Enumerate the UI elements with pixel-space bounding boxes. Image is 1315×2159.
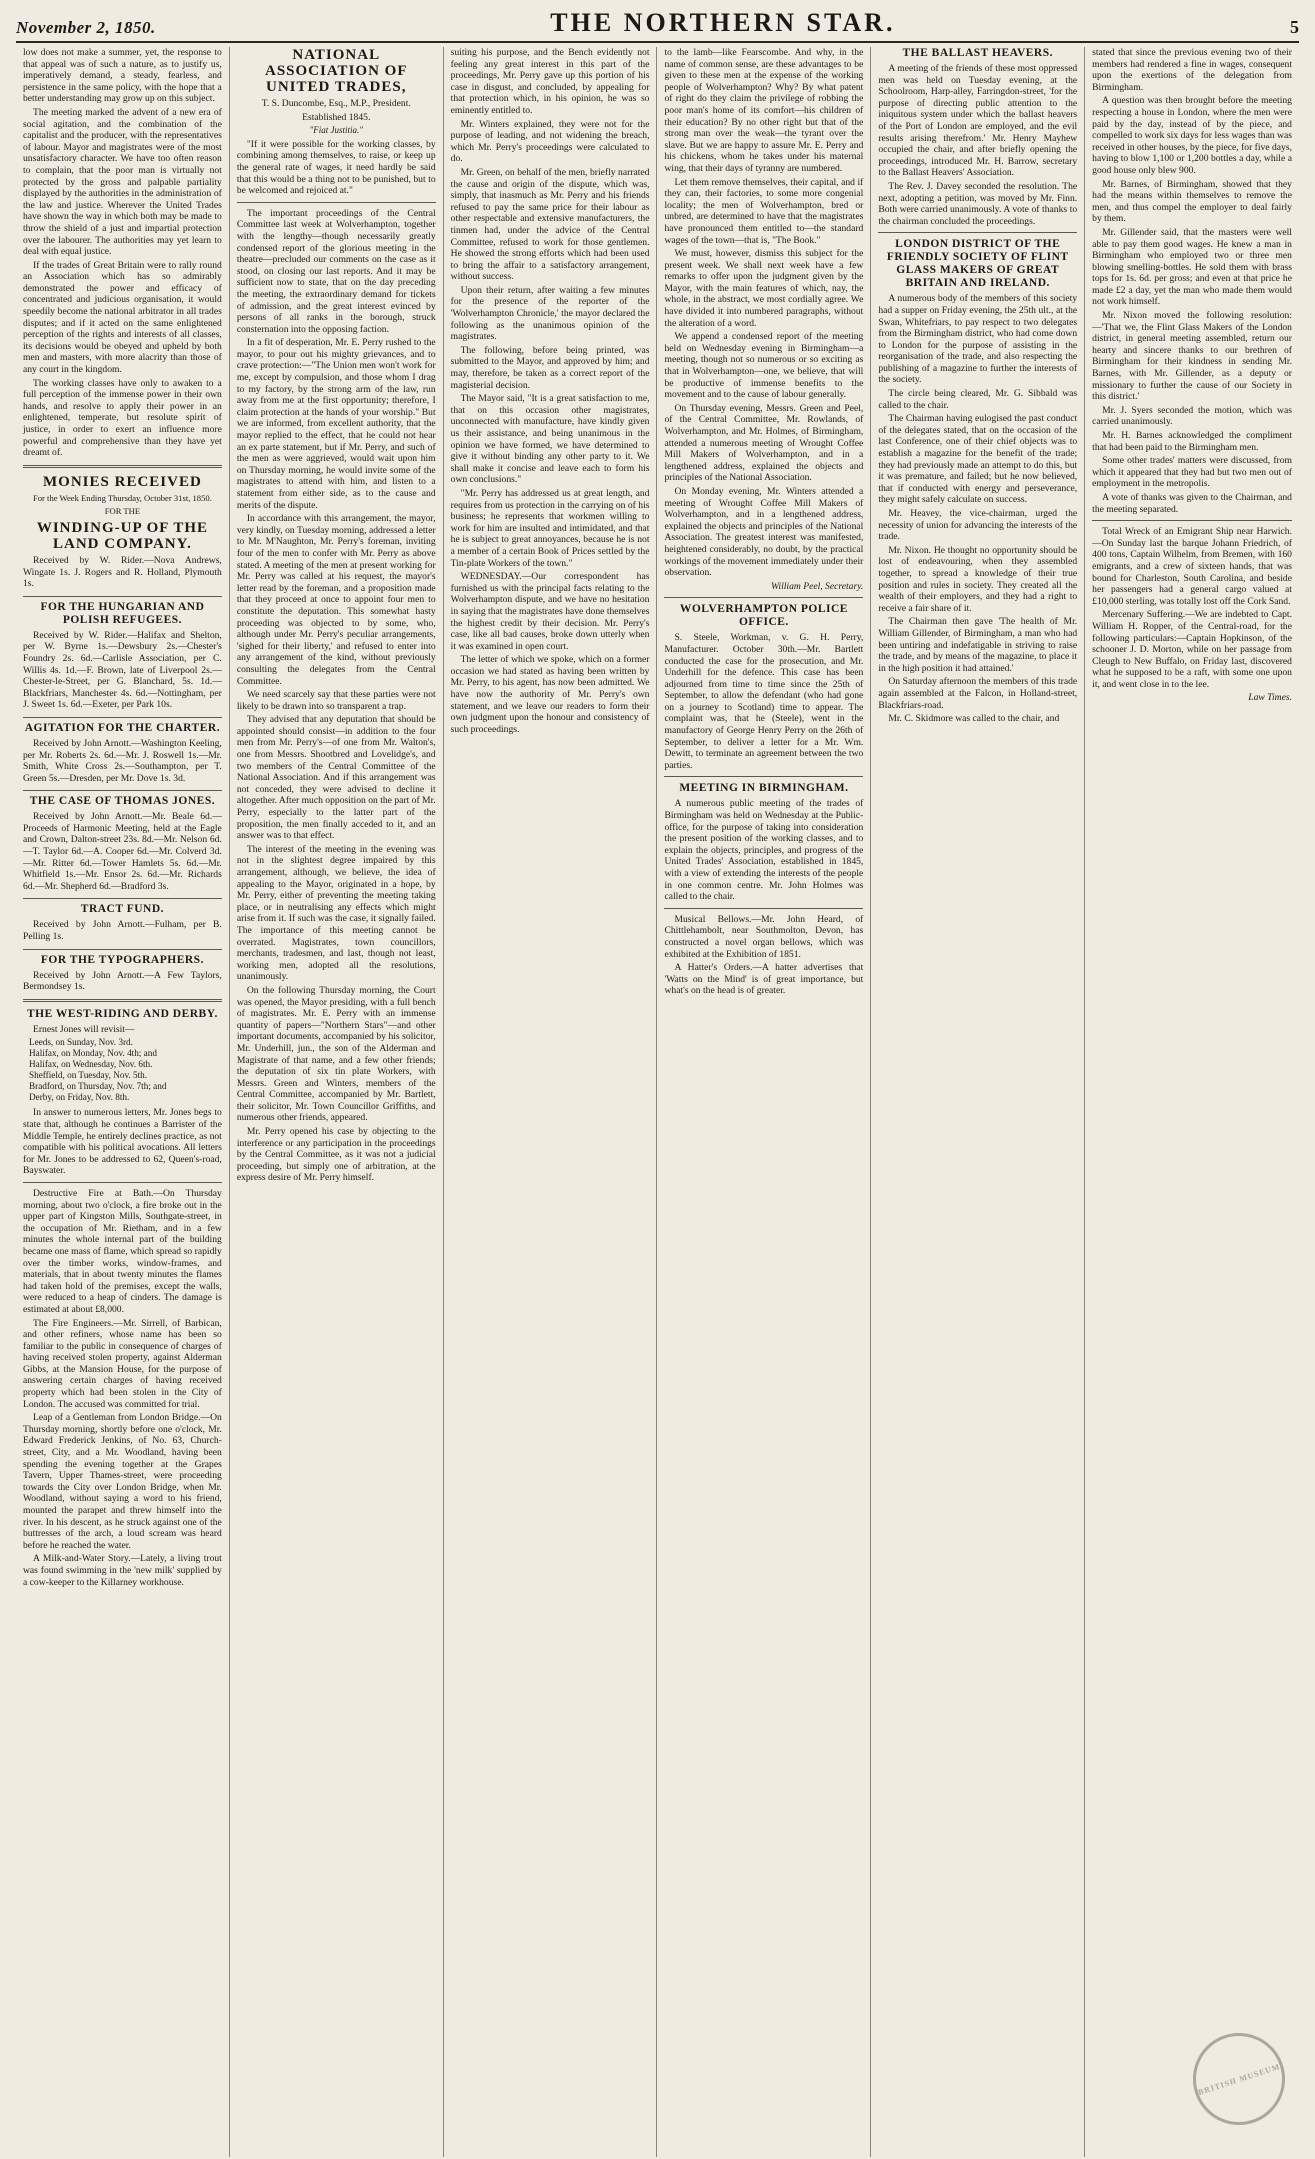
article-paragraph: In a fit of desperation, Mr. E. Perry rushed to the mayor, to pour out his mighty grievances, and to crave protection:—"The Union men won't work for me, except by compulsion, and those whom I drag to my factory, by the strong arm of the law, run away from me at the first opportunity; therefore, I claim protection at the hands of your worship." But we are informed, from excellent authority, that the mayor replied to the effect, that he could not hear an ex parte statement, but if Mr. Perry, and such of the men as were aggrieved, would wait upon him on Thursday morning, he would invite some of the magistrates to attend with him, and listen to a statement from either side, as to the cause and merits of the dispute. [236, 337, 436, 511]
flint-glass-heading: LONDON DISTRICT OF THE FRIENDLY SOCIETY OF FLINT GLASS MAKERS OF GREAT BRITAIN AND IRELAND. [886, 238, 1069, 290]
article-paragraph: On Monday evening, Mr. Winters attended a meeting of Wrought Coffee Mill Makers of Wolverhampton, and in a lengthened address, explained the objects and principles of the National Association. The greatest interest was manifested, heightened considerably, no doubt, by the practical workings of the movement immediately under their observation. [664, 485, 864, 579]
divider [878, 232, 1077, 233]
divider [23, 999, 222, 1002]
article-paragraph: A question was then brought before the meeting respecting a house in London, where the men were paid by the day, instead of by the piece, and compelled to work six days for less wages than was received in other houses, by the piece, for five days, having to blow 1,100 or 1,200 bottles a day, while a good house only blew 900. [1092, 95, 1292, 176]
article-paragraph: The interest of the meeting in the evening was not in the slightest degree impaired by this arrangement, although, we believe, the idea of appealing to the Mayor, originated in a hope, by Mr. Perry, either of preventing the meeting taking place, or in neutralising any effects which might arise from it. If such was the case, it signally failed. The importance of this meeting cannot be overrated. Magistrates, town councillors, merchants, tradesmen, and last, though not least, working men, adopted all the resolutions, unanimously. [236, 843, 436, 983]
west-riding-note: In answer to numerous letters, Mr. Jones begs to state that, although he continues a Barrister of the Middle Temple, he entirely declines practice, as not compatible with his political avocations. All letters for Mr. Jones to be addressed to 62, Queen's-road, Bayswater. [23, 1107, 222, 1177]
news-item: A Milk-and-Water Story.—Lately, a living trout was found swimming in the 'new milk' supplied by a cow-keeper to the Killarney workhouse. [23, 1553, 222, 1588]
article-paragraph: They advised that any deputation that should be appointed should consist—in addition to the four men from Mr. Perry's—of one from Mr. Walton's, one from Messrs. Shootbred and Lovelidge's, and two members of the Central Committee of the National Association. And if this arrangement was not conceded, they were advised to decline it altogether. After much opposition on the part of Mr. Perry, especially to the latter part of the proposition, the men finally acceded to it, and an answer was to that effect. [236, 714, 436, 842]
police-office-heading: WOLVERHAMPTON POLICE OFFICE. [679, 603, 848, 629]
birmingham-meeting-heading: MEETING IN BIRMINGHAM. [679, 782, 849, 795]
column-4 [657, 47, 871, 2157]
masthead [16, 8, 1299, 43]
typographers-heading: FOR THE TYPOGRAPHERS. [23, 949, 222, 967]
news-item: Destructive Fire at Bath.—On Thursday morning, about two o'clock, a fire broke out in the upper part of Kingston Mills, Southgate-street, in the occupation of Mr. Rietham, and in a few minutes the whole internal part of the building became one mass of flame, which spread so rapidly over the timber works, window-frames, and materials, that in about twenty minutes the flames had taken hold of the premises, except the walls, were reduced to a heap of cinders. The damage is estimated at about £8,000. [23, 1187, 222, 1315]
divider [237, 202, 436, 203]
association-president: T. S. Duncombe, Esq., M.P., President. [261, 98, 411, 109]
divider [23, 1182, 222, 1183]
article-paragraph: We append a condensed report of the meeting held on Wednesday evening in Birmingham—a meeting, though not so numerous or so exciting as that in Wolverhampton—one, we believe, that will be productive of immense benefits to the movement and to the cause of labour generally. [664, 331, 864, 401]
article-paragraph: A vote of thanks was given to the Chairman, and the meeting separated. [1092, 491, 1292, 515]
stamp-text: BRITISH MUSEUM [1196, 2061, 1282, 2097]
land-company-body: Received by W. Rider.—Nova Andrews, Wingate 1s. J. Rogers and R. Holland, Plymouth 1s. [23, 554, 222, 590]
article-paragraph: The working classes have only to awaken to a full perception of the immense power in their own hands, and resolve to apply their power in an enlightened, temperate, but resolute spirit of justice, in order to exert an influence more powerful and comprehensive than they have yet dreamt of. [23, 377, 222, 459]
ballast-heavers-heading: THE BALLAST HEAVERS. [902, 47, 1053, 59]
article-paragraph: Mr. Barnes, of Birmingham, showed that they had the means within themselves to remove the men, and thus compel the employer to deal fairly by them. [1092, 178, 1292, 225]
west-riding-body: Ernest Jones will revisit— [33, 1023, 135, 1035]
list-item: Leeds, on Sunday, Nov. 3rd. [29, 1037, 133, 1048]
flint-glass-body: Mr. Heavey, the vice-chairman, urged the necessity of union for advancing the interests of the trade. [878, 508, 1078, 543]
article-paragraph: Mr. Winters explained, they were not for the purpose of leading, and not widening the breach, which Mr. Perry's proceedings were calculated to do. [450, 118, 650, 165]
source-credit: Law Times. [1248, 692, 1292, 704]
charter-agitation-heading: AGITATION FOR THE CHARTER. [23, 717, 222, 735]
list-item: Sheffield, on Tuesday, Nov. 5th. [29, 1070, 148, 1081]
news-item: The Fire Engineers.—Mr. Sirrell, of Barbican, and other refiners, whose name has been so familiar to the public in consequence of charges of having received stolen property, against Alderman Gibbs, at the Mansion House, for the purpose of answering certain charges of having received property which had been stolen in the City of London. The accused was committed for trial. [23, 1317, 222, 1410]
article-paragraph: Mr. Gillender said, that the masters were well able to pay them good wages. He knew a man in Birmingham who employed two or three men blowing smelling-bottles. He sold them with brass tops for 1s. 6d. per gross; and even at that price he made £2 a day, yet the man who made them would not work himself. [1092, 226, 1292, 308]
article-paragraph: On the following Thursday morning, the Court was opened, the Mayor presiding, with a full bench of magistrates. Mr. E. Perry with an immense quantity of papers—"Northern Stars"—and other important documents, accompanied by his solicitor, Mr. Underhill, jun., the son of the Alderman and Magistrate of that name, and a few other friends; the deputation of six tin plate Workers, with Messrs. Green and Winters, members of the Central Committee, accompanied by Mr. Bartlett, their solicitor, Mr. Town Councillor Griffiths, and numerous other friends, appeared. [236, 984, 436, 1124]
article-paragraph: The following, before being printed, was submitted to the Mayor, and approved by him; and may, therefore, be taken as a correct report of the magisterial decision. [450, 344, 650, 391]
column-grid [16, 47, 1299, 2157]
article-paragraph: The Mayor said, "It is a great satisfaction to me, that on this occasion other magistrates, unconnected with manufacture, have kindly given us their assistance, and being unanimous in the opinion we have formed, we have determined to give it without binding any other party to it. We shall make it concise and leave each to form his own conclusions." [450, 393, 650, 486]
west-riding-heading: THE WEST-RIDING AND DERBY. [26, 1007, 218, 1020]
article-paragraph: The important proceedings of the Central Committee last week at Wolverhampton, together with the lengthy—though necessarily greatly condensed report of the glorious meeting in the theatre—precluded our comments on the case as it stood, on closing our last reports. And it may be sufficient now to state, that on the day preceding the meeting, the extraordinary demand for tickets of admission, and the great interest evinced by persons of all ranks in the borough, struck consternation into the opposing faction. [236, 207, 436, 335]
flint-glass-body: Mr. Nixon. He thought no opportunity should be lost of endeavouring, when they assembled together, to spread a knowledge of their true position and rules in society. They created all the wealth of their employers, and they had a right to receive a fair share of it. [878, 544, 1078, 614]
association-quote: "If it were possible for the working classes, by combining among themselves, to raise, or keep up the general rate of wages, it need hardly be said that this would be a thing not to be punished, but to be welcomed and rejoiced at." [236, 138, 436, 197]
column-1 [16, 47, 230, 2157]
article-paragraph: Upon their return, after waiting a few minutes for the presence of the reporter of the 'Wolverhampton Chronicle,' the mayor declared the following as the unanimous opinion of the magistrates. [450, 284, 650, 343]
article-paragraph: On Thursday evening, Messrs. Green and Peel, of the Central Committee, Mr. Rowlands, of Wolverhampton, and Mr. Holmes, of Birmingham, attended a numerous meeting of Wrought Coffee Mill Makers of Wolverhampton, and in a lengthened address, explained the objects and principles of the National Association. [664, 402, 864, 484]
birmingham-meeting-body: A numerous public meeting of the trades of Birmingham was held on Wednesday at the Public-office, for the purpose of taking into consideration the present position of the working classes, and to explain the objects, principles, and progress of the United Trades' Association, established in 1845, with a view of extending the interests of the people in one common centre. Mr. John Holmes was called to the chair. [664, 798, 864, 903]
article-paragraph: "Mr. Perry has addressed us at great length, and requires from us protection in the carrying on of his business; he represents that workmen willing to work for him are insulted and intimidated, and that he is subject to great annoyances, because he is not a member of a certain Book of Prices settled by the Tin-plate Workers of the town." [450, 487, 650, 569]
flint-glass-body: The Chairman having eulogised the past conduct of the delegates stated, that on the occasion of the last Conference, one of their chief objects was to establish a magazine for the benefit of the trade; they had previously made an attempt to do this, but it was premature, and failed; but he now believed, that if conducted with energy and perseverance, they might safely calculate on success. [878, 413, 1078, 506]
ballast-heavers-body: The Rev. J. Davey seconded the resolution. The next, adopting a petition, was moved by Mr. Finn. Both were carried unanimously. A vote of thanks to the chairman concluded the proceedings. [878, 180, 1078, 227]
list-item: Halifax, on Monday, Nov. 4th; and [29, 1048, 157, 1059]
flint-glass-body: On Saturday afternoon the members of this trade again assembled at the Falcon, in Holland-street, Blackfriars-road. [878, 676, 1078, 711]
divider [664, 776, 863, 777]
lecture-list [29, 1037, 222, 1103]
article-paragraph: We need scarcely say that these parties were not likely to be drawn into so transparent a trap. [236, 689, 436, 712]
typographers-body: Received by John Arnott.—A Few Taylors, Bermondsey 1s. [23, 969, 222, 993]
article-paragraph: Some other trades' matters were discussed, from which it appeared that they had but two men out of employment in the metropolis. [1092, 455, 1292, 490]
charter-agitation-body: Received by John Arnott.—Washington Keeling, per Mr. Roberts 2s. 6d.—Mr. J. Roswell 1s.—Mr. Smith, White Cross 2s.—Southampton, per T. Green 5s.—Dresden, per Mr. Dove 1s. 3d. [23, 737, 222, 784]
secretary-signature: William Peel, Secretary. [770, 580, 864, 592]
article-paragraph: We must, however, dismiss this subject for the present week. We shall next week have a few remarks to offer upon the judgment given by the Mayor, with the main features of which, nay, the whole, in the abstract, we most cordially agree. We have divided it into numbered paragraphs, without the alteration of a word. [664, 248, 864, 329]
monies-subheading: For the Week Ending Thursday, October 31st, 1850. [32, 492, 212, 503]
flint-glass-body: A numerous body of the members of this society had a supper on Friday evening, the 25th ult., at the Swan, Whitefriars, to pay respect to two delegates from the Birmingham district, who had come down to London for the purpose of assisting in the reorganisation of the trade, and also respecting the publishing of a magazine to further the interests of the society. [878, 293, 1078, 386]
page-number: 5 [1289, 17, 1299, 37]
association-heading: NATIONAL ASSOCIATION OF UNITED TRADES, [264, 47, 408, 95]
refugees-heading: FOR THE HUNGARIAN AND POLISH REFUGEES. [23, 596, 222, 627]
column-3 [444, 47, 658, 2157]
article-paragraph: Mr. H. Barnes acknowledged the compliment that had been paid to the Birmingham men. [1092, 430, 1292, 453]
article-paragraph: In accordance with this arrangement, the mayor, very kindly, on Tuesday morning, addressed a letter to Mr. M'Naughton, Mr. Perry's foreman, inviting four of the men to confer with Mr. Perry as above stated. A meeting of the men at present working for Mr. Perry was called at his request, the mayor's letter read by the foreman, and a proposition made that they proceed at once to appoint four men to constitute the deputation. This somewhat hasty proceeding was objected to by some, who, although under Mr. Perry's peculiar arrangements, 'sighed for their liberty,' and refused to enter into any arrangement of the kind, without previously consulting the delegates from the Central Committee. [236, 513, 436, 687]
list-item: Halifax, on Wednesday, Nov. 6th. [29, 1059, 153, 1070]
tract-fund-body: Received by John Arnott.—Fulham, per B. Pelling 1s. [23, 919, 222, 943]
article-paragraph: Mr. J. Syers seconded the motion, which was carried unanimously. [1092, 404, 1292, 428]
news-item: Mercenary Suffering.—We are indebted to Capt. William H. Ropper, of the Central-road, for the following particulars:—Captain Hopkinson, of the schooner J. D. Morton, while on her passage from Cleugh to New Buffalo, on Friday last, discovered what he supposed to be a raft, with some one upon it, and went close in to the lee. [1092, 609, 1292, 690]
monies-heading: MONIES RECEIVED [43, 473, 202, 490]
article-paragraph: Mr. Perry opened his case by objecting to the interference or any participation in the proceedings by the Central Committee, as it was not a judicial proceeding, but simply one of arbitration, at the express desire of Mr. Perry himself. [236, 1126, 436, 1184]
divider [664, 908, 863, 909]
refugees-body: Received by W. Rider.—Halifax and Shelton, per W. Byrne 1s.—Dewsbury 2s.—Chester's Foundry 2s. 6d.—Carlisle Association, per C. Willis 4s. 1d.—F. Brown, late of Liverpool 2s.—Chester-le-Street, per G. Blanchard, 5s. 1d.—Blackfriars, Manchester 4s. 6d.—Nottingham, per J. Sweet 1s. 6d.—Exeter, per Park 10s. [23, 629, 222, 711]
land-company-heading: WINDING-UP OF THE LAND COMPANY. [36, 519, 208, 552]
thomas-jones-body: Received by John Arnott.—Mr. Beale 6d.—Proceeds of Harmonic Meeting, held at the Eagle and Crown, Dalton-street 23s. 8d.—Mr. Nelson 6d.—T. Taylor 6d.—A. Cooper 6d.—Mr. Colverd 3d.—Mr. Ritter 6d.—Tower Hamlets 5s. 6d.—Mr. Whitfield 1s.—Mr. Ensor 2s. 6d.—Mr. Richards 6d.—Mr. Shepherd 6d.—Bradford 3s. [23, 811, 222, 892]
article-paragraph: suiting his purpose, and the Bench evidently not feeling any great interest in this part of the proceedings, Mr. Perry gave up this portion of his case in disgust, and concluded, by appealing for that protection which, in his opinion, he was so eminently entitled to. [450, 47, 650, 116]
news-item: Musical Bellows.—Mr. John Heard, of Chittlehambolt, near Southmolton, Devon, has constructed a novel organ bellows, which was exhibited at the Exhibition of 1851. [664, 913, 864, 960]
divider [1092, 520, 1292, 521]
column-2 [230, 47, 444, 2157]
article-paragraph: to the lamb—like Fearscombe. And why, in the name of common sense, are these advantages to be given to these men at the expense of the working people of Wolverhampton? Why? By what patent of right do they claim the privilege of robbing the poor man's home of its comfort—his children of their education? By no other right but that of the strong man over the weak—the tyrant over the slave. But we are happy to assure Mr. E. Perry and his chickens, whom he takes under his maternal wing, that their days of tyranny are numbered. [664, 47, 864, 174]
article-paragraph: The letter of which we spoke, which on a former occasion we had stated as having been written by Mr. Perry, to his agent, has now been admitted. We have now the authority of Mr. Perry's own statement, and we leave our readers to form their own judgment upon the honour and consistency of such proceedings. [450, 654, 650, 735]
police-office-body: S. Steele, Workman, v. G. H. Perry, Manufacturer. October 30th.—Mr. Bartlett conducted the case for the prosecution, and Mr. Underhill for the defence. This case has been adjourned from time to time since the 25th of September, to allow the defendant (who had gone on a journey to Scotland) time to appear. The complaint was, that he (Steele), went in the manufactory of George Henry Perry on the 26th of September, to deliver a letter for a Mr. Wm. Dewitt, to terminate an agreement between the two parties. [664, 632, 864, 771]
article-paragraph: The meeting marked the advent of a new era of social agitation, and the combination of the capitalist and the producer, with the representatives of labour. Mayor and magistrates were of the most unsatisfactory character. We have too often reason to complain, that the poor man is virtually not protected by the gross and palpable partiality displayed by the authorities in the administration of the law and justice. Wherever the United Trades have shown the way in which both may be made to throw the shield of a just and impartial protection over the labourer. The authorities may yet learn to deal with equal justice. [23, 106, 222, 258]
list-item: Bradford, on Thursday, Nov. 7th; and [29, 1081, 167, 1092]
land-pre: FOR THE [104, 506, 141, 517]
list-item: Derby, on Friday, Nov. 8th. [29, 1092, 130, 1103]
tract-fund-heading: TRACT FUND. [23, 898, 222, 916]
association-established: Established 1845. [302, 111, 371, 123]
news-item: Total Wreck of an Emigrant Ship near Harwich.—On Sunday last the barque Johann Friedrich, of 400 tons, Captain Wilhelm, from Bremen, with 160 emigrants, and a crew of sixteen hands, that was bound for Charleston, South Carolina, and beside her passengers had a general cargo valued at £10,000 sterling, was totally lost off the Cork Sand. [1092, 526, 1292, 607]
thomas-jones-heading: THE CASE OF THOMAS JONES. [23, 790, 222, 808]
news-item: Leap of a Gentleman from London Bridge.—On Thursday morning, shortly before one o'clock, Mr. Edward Frederick Jenkins, of No. 63, Church-street, City, and a Mr. Woodland, having been spending the evening together at the Grapes Tavern, Upper Thames-street, were proceeding towards the City over London Bridge, when Mr. Woodland, without saying a word to his friend, mounted the parapet and threw himself into the river. In his descent, as he struck against one of the buttresses of the arch, a loud scream was heard before he reached the water. [23, 1412, 222, 1551]
article-paragraph: If the trades of Great Britain were to rally round an Association which has so admirably demonstrated the power and efficacy of concentrated and judicious organisation, it would speedily become the national arbitrator in all trades disputes; and if it acted on the same enlightened perception of the rights and interests of all classes, its decisions would be obeyed and upheld by both men and masters, with more alacrity than those of any court in the kingdom. [23, 259, 222, 376]
issue-date: November 2, 1850. [16, 18, 156, 37]
column-6 [1085, 47, 1299, 2157]
news-item: A Hatter's Orders.—A hatter advertises that 'Watts on the Mind' is of great importance, but what's on the head is of greater. [664, 962, 864, 997]
newspaper-title: THE NORTHERN STAR. [550, 8, 896, 37]
column-5 [871, 47, 1085, 2157]
association-motto: "Fiat Justitia." [309, 125, 364, 136]
ballast-heavers-body: A meeting of the friends of these most oppressed men was held on Tuesday evening, at the Schoolroom, Harp-alley, Farringdon-street, 'for the purpose of directing public attention to the iniquitous system under which the ballast heavers of the Port of London are employed, and the evil results arising therefrom.' Mr. Henry Mayhew occupied the chair, and after briefly opening the proceedings, introduced Mr. H. Barrow, secretary to the Ballast Heavers' Association. [878, 63, 1078, 179]
article-paragraph: Mr. Nixon moved the following resolution:—'That we, the Flint Glass Makers of the London district, in general meeting assembled, return our hearty and sincere thanks to our brethren of Birmingham for their kindness in sending Mr. Barnes, with Mr. Gillender, as a deputy or missionary to further the cause of our Society in this district.' [1092, 310, 1292, 403]
article-paragraph: Let them remove themselves, their capital, and if they can, their factories, to some more congenial locality; the men of Wolverhampton, bred or unbred, are determined to have that the magistrates have pronounced them entitled to—the standard wages of the town—that is, "The Book." [664, 176, 864, 246]
flint-glass-body: The Chairman then gave 'The health of Mr. William Gillender, of Birmingham, a man who had been untiring and indefatigable in striving to raise the trade, and by means of the magazine, to place it in the high position it had attained.' [878, 616, 1078, 674]
article-paragraph: Mr. Green, on behalf of the men, briefly narrated the cause and origin of the dispute, which was, simply, that inasmuch as Mr. Perry and his friends refused to pay the same price for their labour as other respectable and extensive manufacturers, the tinmen had, under the advice of the Central Committee, refused to work for those gentlemen. He showed the strong efforts which had been used to bring the affair to a satisfactory arrangement, without success. [450, 166, 650, 283]
divider [23, 465, 222, 468]
divider [664, 597, 863, 598]
flint-glass-body: Mr. C. Skidmore was called to the chair, and [888, 713, 1060, 725]
article-paragraph: low does not make a summer, yet, the response to that appeal was of such a nature, as to justify us, imperatively demand, a steady, fearless, and persistence in the same policy, with the hope that a better understanding may grow up on this subject. [23, 47, 222, 105]
flint-glass-body: The circle being cleared, Mr. G. Sibbald was called to the chair. [878, 388, 1078, 411]
article-paragraph: stated that since the previous evening two of their members had rendered a fine in wages, consequent upon the exertions of the delegation from Birmingham. [1092, 47, 1292, 93]
article-paragraph: WEDNESDAY.—Our correspondent has furnished us with the principal facts relating to the Wolverhampton dispute, and we have no hesitation in saying that the magistrates have done themselves the highest credit by their decision. Mr. Perry's case, like all bad causes, broke down utterly when it was examined in open court. [450, 571, 650, 652]
